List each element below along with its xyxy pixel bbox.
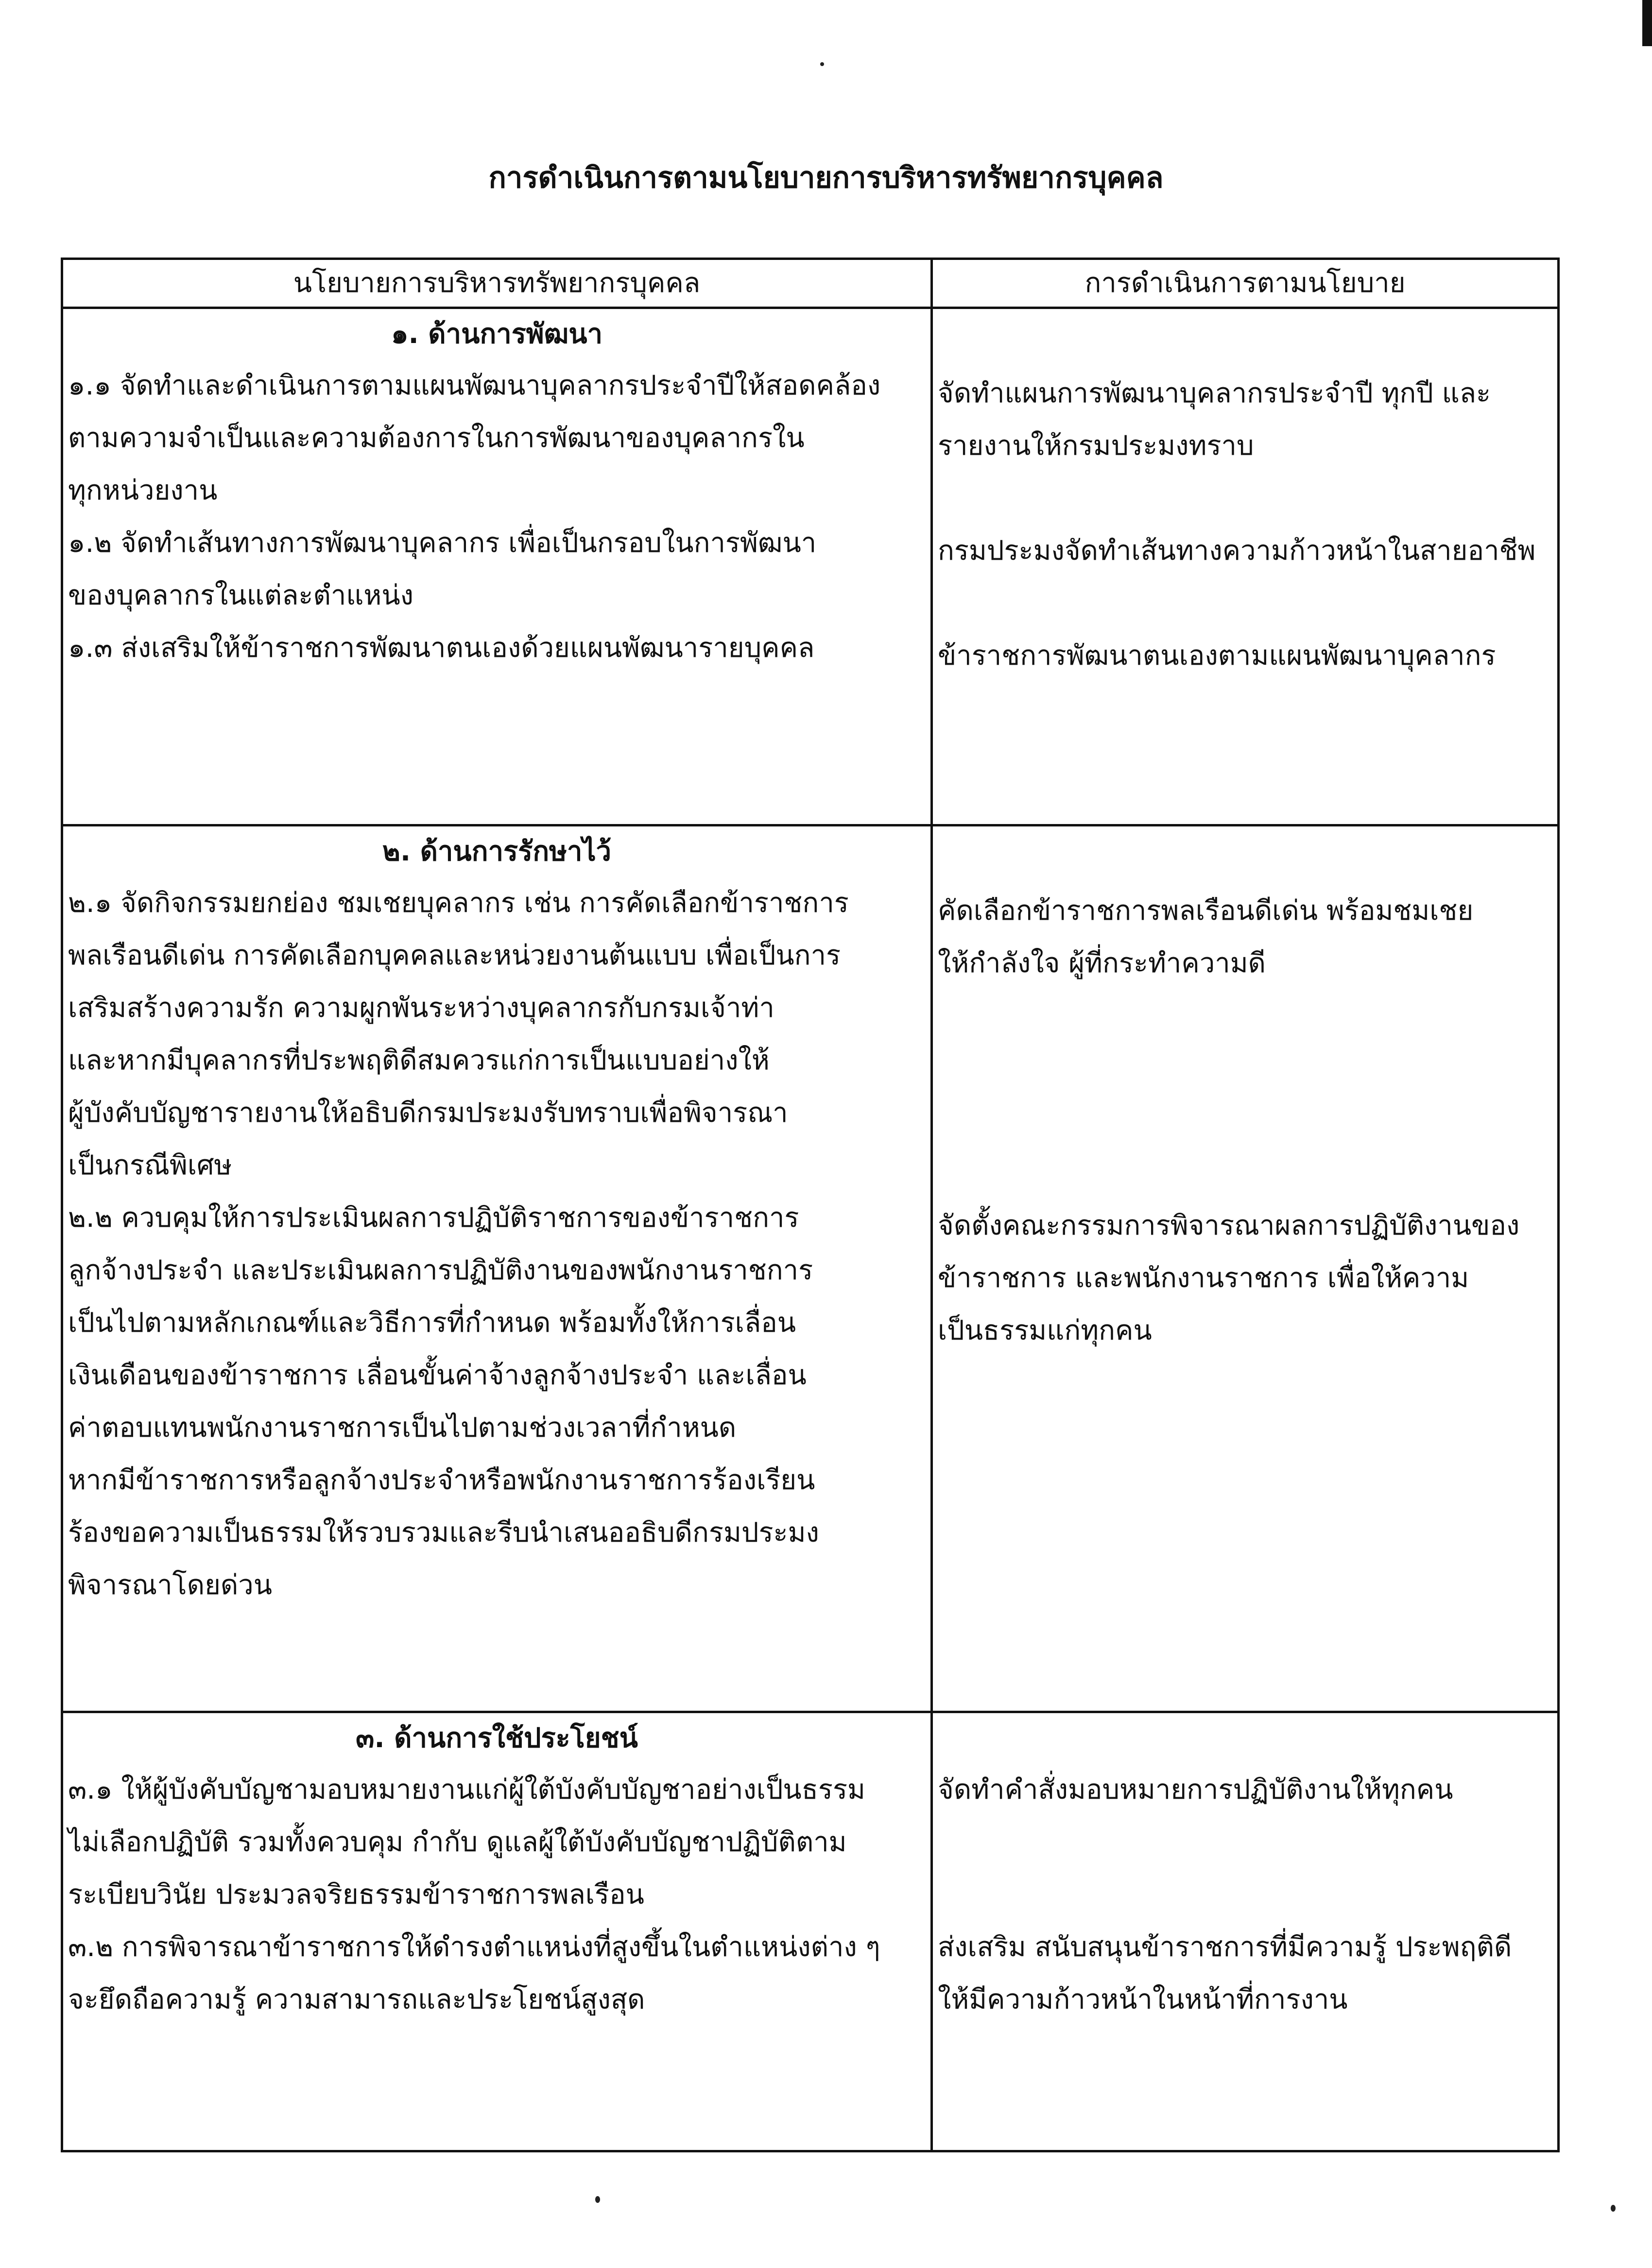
scan-speck <box>595 2196 600 2203</box>
policy-line: และหากมีบุคลากรที่ประพฤติดีสมควรแก่การเป็นแบบอย่างให้ <box>68 1045 770 1076</box>
policy-cell <box>62 1712 932 2151</box>
table-header-row <box>62 259 1559 308</box>
policy-table <box>61 258 1560 2152</box>
action-line: ข้าราชการพัฒนาตนเองตามแผนพัฒนาบุคลากร <box>938 640 1496 671</box>
policy-line: ๑.๓ ส่งเสริมให้ข้าราชการพัฒนาตนเองด้วยแผนพัฒนารายบุคคล <box>68 632 815 664</box>
policy-line: หากมีข้าราชการหรือลูกจ้างประจำหรือพนักงานราชการร้องเรียน <box>68 1464 815 1496</box>
table-row-development <box>62 308 1559 825</box>
policy-cell <box>62 825 932 1712</box>
policy-line: ผู้บังคับบัญชารายงานให้อธิบดีกรมประมงรับทราบเพื่อพิจารณา <box>68 1097 788 1129</box>
policy-line: ระเบียบวินัย ประมวลจริยธรรมข้าราชการพลเรือน <box>68 1879 644 1910</box>
policy-line: ลูกจ้างประจำ และประเมินผลการปฏิบัติงานของพนักงานราชการ <box>68 1254 813 1286</box>
action-cell <box>932 825 1559 1712</box>
policy-line: ๓.๒ การพิจารณาข้าราชการให้ดำรงตำแหน่งที่สูงขึ้นในตำแหน่งต่าง ๆ <box>68 1931 880 1963</box>
table-row-utilization <box>62 1712 1559 2151</box>
action-line: ส่งเสริม สนับสนุนข้าราชการที่มีความรู้ ประพฤติดี <box>938 1931 1512 1963</box>
action-line: คัดเลือกข้าราชการพลเรือนดีเด่น พร้อมชมเชย <box>938 895 1474 927</box>
section-heading: ๒. ด้านการรักษาไว้ <box>382 836 612 867</box>
policy-line: ค่าตอบแทนพนักงานราชการเป็นไปตามช่วงเวลาที่กำหนด <box>68 1412 737 1443</box>
policy-line: ๑.๑ จัดทำและดำเนินการตามแผนพัฒนาบุคลากรประจำปีให้สอดคล้อง <box>68 370 881 401</box>
policy-line: เงินเดือนของข้าราชการ เลื่อนขั้นค่าจ้างลูกจ้างประจำ และเลื่อน <box>68 1359 807 1391</box>
policy-line: เป็นไปตามหลักเกณฑ์และวิธีการที่กำหนด พร้อมทั้งให้การเลื่อน <box>68 1307 796 1339</box>
action-line: จัดทำแผนการพัฒนาบุคลากรประจำปี ทุกปี และ <box>938 378 1491 409</box>
action-line: รายงานให้กรมประมงทราบ <box>938 430 1254 462</box>
policy-line: เป็นกรณีพิเศษ <box>68 1150 232 1181</box>
scan-speck <box>1611 2205 1616 2212</box>
action-line: จัดทำคำสั่งมอบหมายการปฏิบัติงานให้ทุกคน <box>938 1774 1453 1805</box>
policy-line: ๓.๑ ให้ผู้บังคับบัญชามอบหมายงานแก่ผู้ใต้บังคับบัญชาอย่างเป็นธรรม <box>68 1774 865 1805</box>
policy-line: ๒.๑ จัดกิจกรรมยกย่อง ชมเชยบุคลากร เช่น การคัดเลือกข้าราชการ <box>68 887 849 919</box>
policy-line: ไม่เลือกปฏิบัติ รวมทั้งควบคุม กำกับ ดูแลผู้ใต้บังคับบัญชาปฏิบัติตาม <box>68 1826 847 1858</box>
section-heading: ๓. ด้านการใช้ประโยชน์ <box>356 1722 638 1754</box>
page-title: การดำเนินการตามนโยบายการบริหารทรัพยากรบุคคล <box>488 161 1164 195</box>
policy-line: ของบุคลากรในแต่ละตำแหน่ง <box>68 580 413 611</box>
policy-line: ทุกหน่วยงาน <box>68 475 218 506</box>
scan-speck <box>820 62 824 66</box>
section-heading: ๑. ด้านการพัฒนา <box>391 318 603 350</box>
action-line: เป็นธรรมแก่ทุกคน <box>938 1315 1152 1346</box>
policy-cell <box>62 308 932 825</box>
table-row-retention <box>62 825 1559 1712</box>
policy-line: ๒.๒ ควบคุมให้การประเมินผลการปฏิบัติราชการของข้าราชการ <box>68 1202 799 1234</box>
header-action: การดำเนินการตามนโยบาย <box>932 259 1559 308</box>
action-line: ให้มีความก้าวหน้าในหน้าที่การงาน <box>938 1984 1348 2015</box>
header-policy: นโยบายการบริหารทรัพยากรบุคคล <box>62 259 932 308</box>
action-line: ให้กำลังใจ ผู้ที่กระทำความดี <box>938 947 1266 979</box>
policy-line: ร้องขอความเป็นธรรมให้รวบรวมและรีบนำเสนออธิบดีกรมประมง <box>68 1517 819 1548</box>
policy-line: ๑.๒ จัดทำเส้นทางการพัฒนาบุคลากร เพื่อเป็นกรอบในการพัฒนา <box>68 527 817 559</box>
scan-edge-mark <box>1642 0 1652 46</box>
policy-line: จะยึดถือความรู้ ความสามารถและประโยชน์สูงสุด <box>68 1984 645 2015</box>
action-line: ข้าราชการ และพนักงานราชการ เพื่อให้ความ <box>938 1262 1469 1294</box>
action-line: กรมประมงจัดทำเส้นทางความก้าวหน้าในสายอาชีพ <box>938 535 1536 567</box>
action-cell <box>932 1712 1559 2151</box>
policy-line: ตามความจำเป็นและความต้องการในการพัฒนาของบุคลากรใน <box>68 422 805 454</box>
action-line: จัดตั้งคณะกรรมการพิจารณาผลการปฏิบัติงานของ <box>938 1210 1520 1241</box>
policy-line: พิจารณาโดยด่วน <box>68 1569 272 1601</box>
policy-line: เสริมสร้างความรัก ความผูกพันระหว่างบุคลากรกับกรมเจ้าท่า <box>68 992 774 1024</box>
action-cell <box>932 308 1559 825</box>
policy-line: พลเรือนดีเด่น การคัดเลือกบุคคลและหน่วยงานต้นแบบ เพื่อเป็นการ <box>68 940 841 971</box>
